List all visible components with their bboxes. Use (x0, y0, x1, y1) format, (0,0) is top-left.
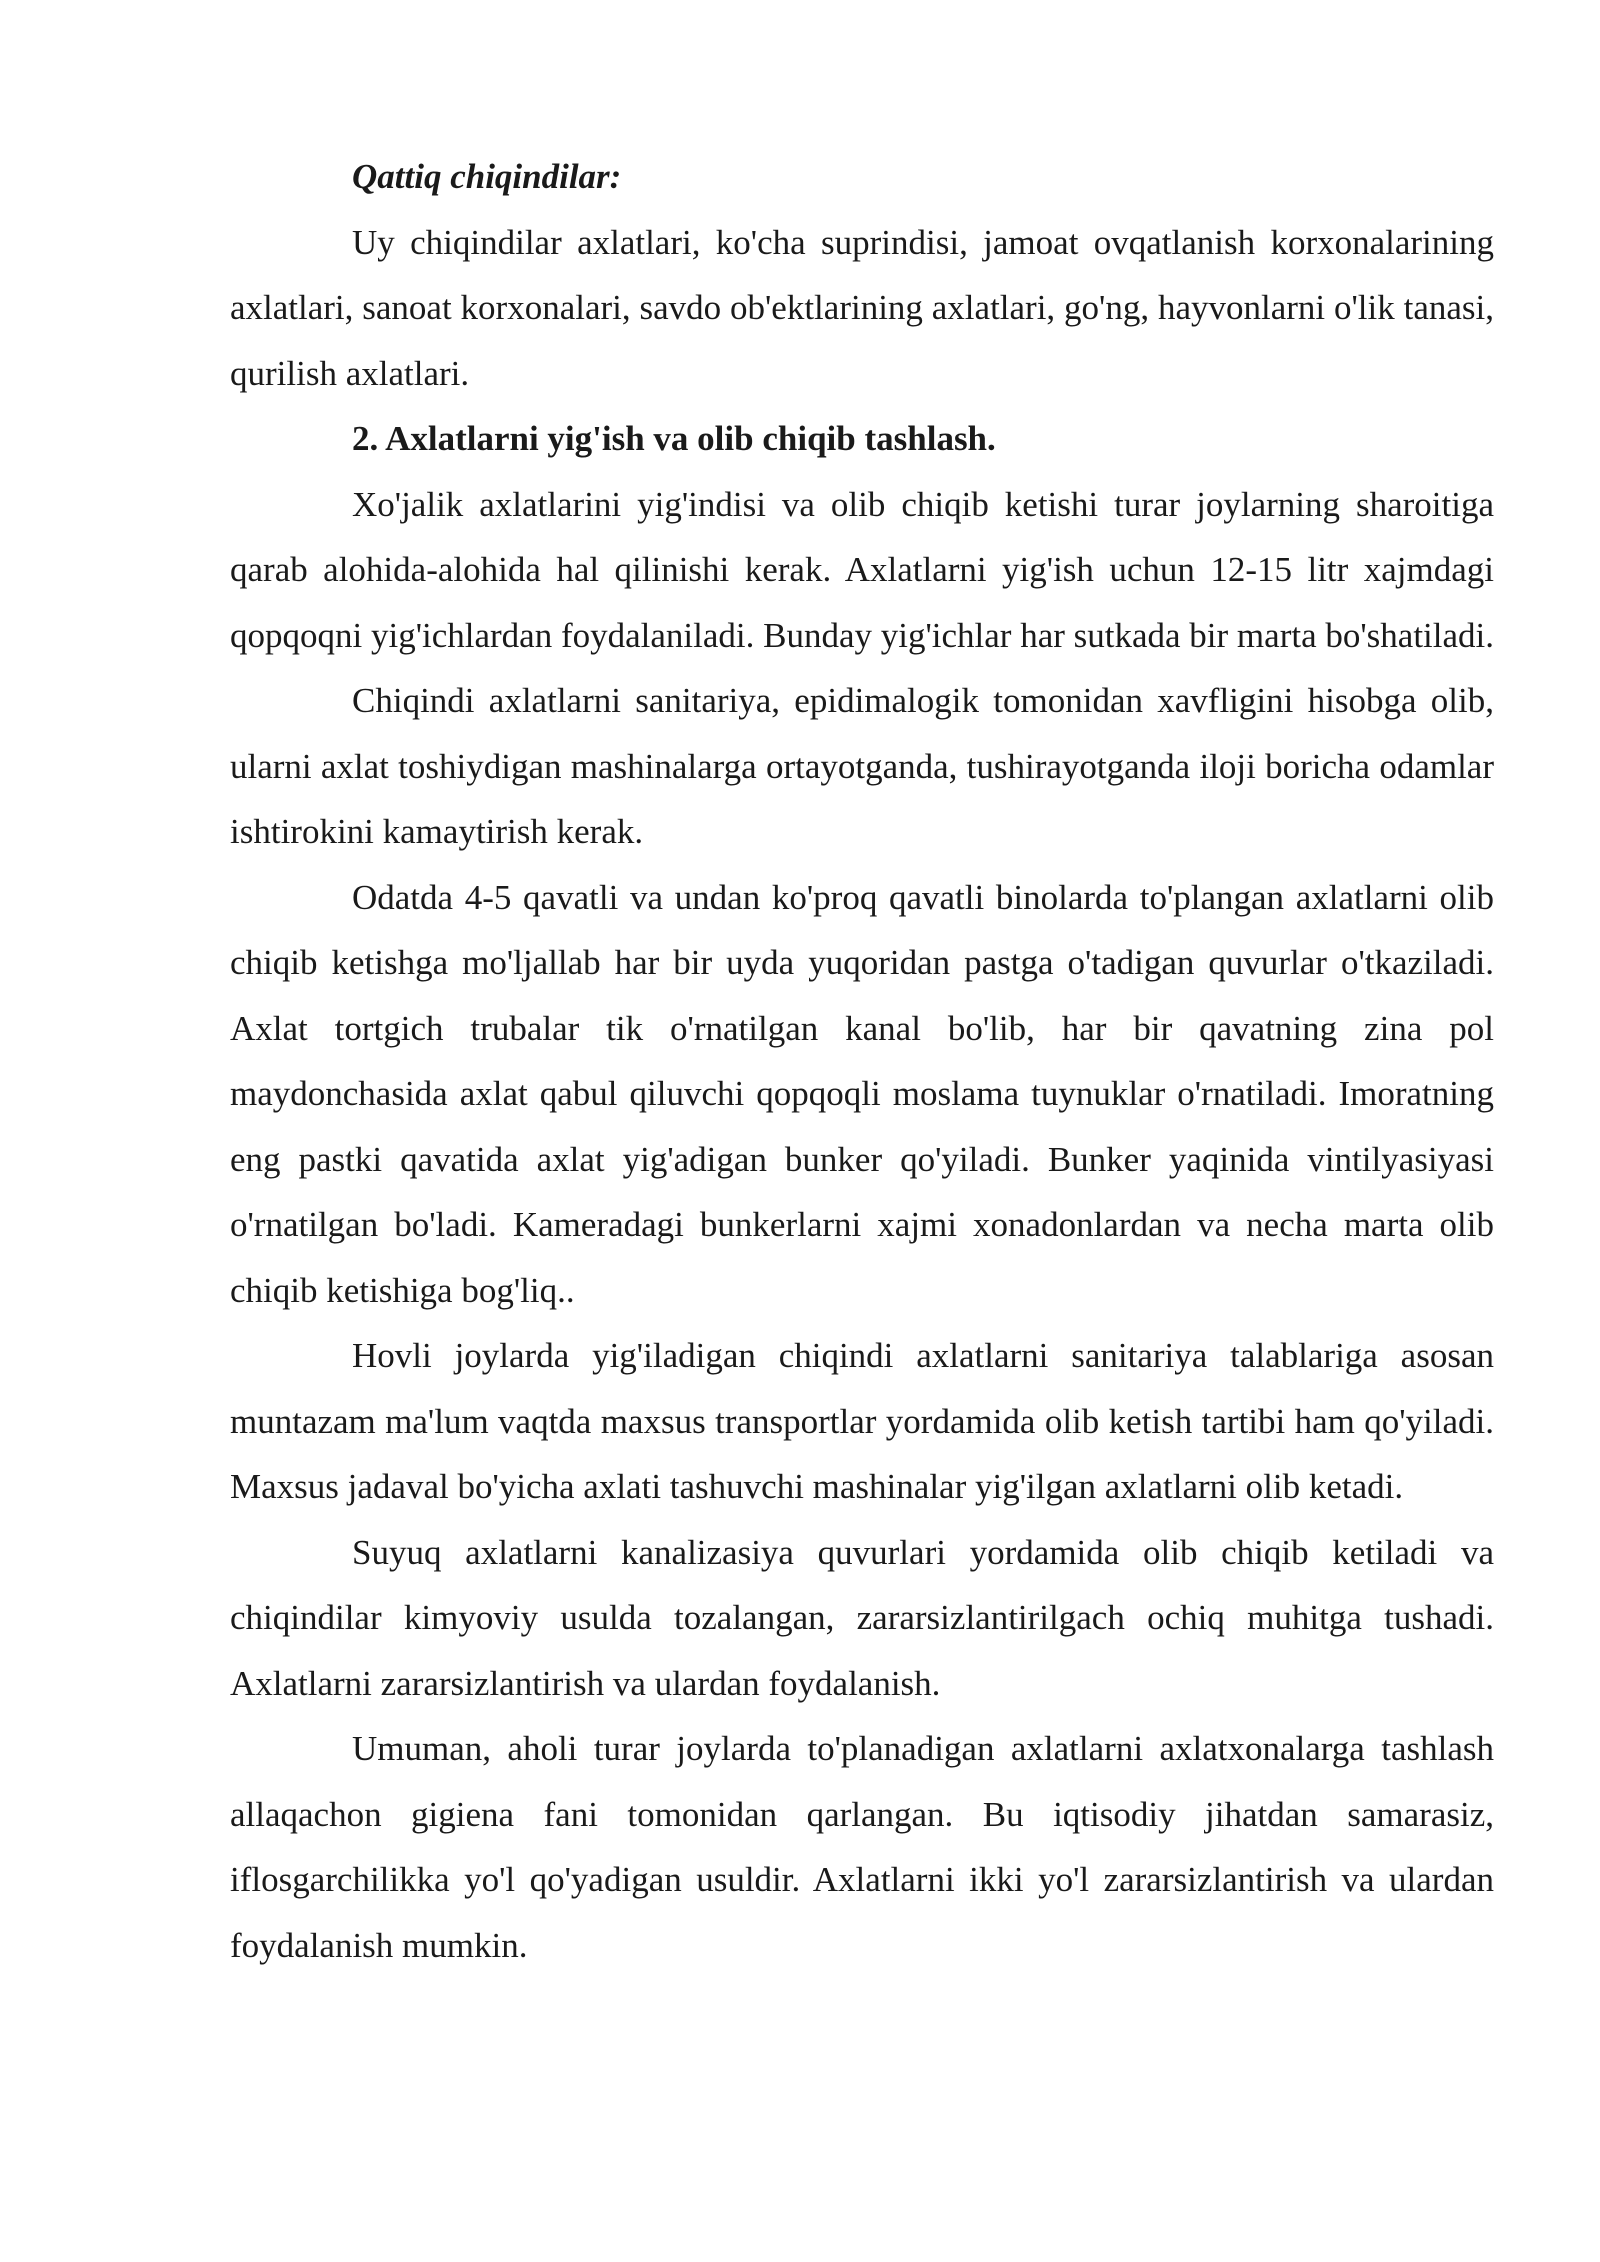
paragraph: Suyuq axlatlarni kanalizasiya quvurlari yordamida olib chiqib ketiladi va chiqindilar kimyoviy usulda tozalangan, zararsizlantirilgach ochiq muhitga tushadi. Axlatlarni zararsizlantirish va ulardan foydalanish. (230, 1532, 1494, 1703)
heading-solid-waste: Qattiq chiqindilar: (352, 157, 622, 196)
paragraph: Xo'jalik axlatlarini yig'indisi va olib chiqib ketishi turar joylarning sharoitiga qarab alohida-alohida hal qilinishi kerak. Axlatlarni yig'ish uchun 12-15 litr xajmdagi qopqoqni yig'ichlardan foydalaniladi. Bunday yig'ichlar har sutkada bir marta bo'shatiladi. (230, 484, 1494, 655)
paragraph: Umuman, aholi turar joylarda to'planadigan axlatlarni axlatxonalarga tashlash allaqachon gigiena fani tomonidan qarlangan. Bu iqtisodiy jihatdan samarasiz, iflosgarchilikka yo'l qo'yadigan usuldir. Axlatlarni ikki yo'l zararsizlantirish va ulardan foydalanish mumkin. (230, 1729, 1494, 1965)
section-heading-2: 2. Axlatlarni yig'ish va olib chiqib tashlash. (352, 419, 996, 458)
paragraph: Hovli joylarda yig'iladigan chiqindi axlatlarni sanitariya talablariga asosan muntazam ma'lum vaqtda maxsus transportlar yordamida olib ketish tartibi ham qo'yiladi. Maxsus jadaval bo'yicha axlati tashuvchi mashinalar yig'ilgan axlatlarni olib ketadi. (230, 1336, 1494, 1506)
document-body (230, 144, 1494, 1978)
paragraph-solid-waste: Uy chiqindilar axlatlari, ko'cha suprindisi, jamoat ovqatlanish korxonalarining axlatlari, sanoat korxonalari, savdo ob'ektlarining axlatlari, go'ng, hayvonlarni o'lik tanasi, qurilish axlatlari. (230, 222, 1494, 393)
paragraph: Chiqindi axlatlarni sanitariya, epidimalogik tomonidan xavfligini hisobga olib, ularni axlat toshiydigan mashinalarga ortayotganda, tushirayotganda iloji boricha odamlar ishtirokini kamaytirish kerak. (230, 681, 1494, 851)
paragraph: Odatda 4-5 qavatli va undan ko'proq qavatli binolarda to'plangan axlatlarni olib chiqib ketishga mo'ljallab har bir uyda yuqoridan pastga o'tadigan quvurlar o'tkaziladi. Axlat tortgich trubalar tik o'rnatilgan kanal bo'lib, har bir qavatning zina pol maydonchasida axlat qabul qiluvchi qopqoqli moslama tuynuklar o'rnatiladi. Imoratning eng pastki qavatida axlat yig'adigan bunker qo'yiladi. Bunker yaqinida vintilyasiyasi o'rnatilgan bo'ladi. Kameradagi bunkerlarni xajmi xonadonlardan va necha marta olib chiqib ketishiga bog'liq.. (230, 877, 1494, 1310)
